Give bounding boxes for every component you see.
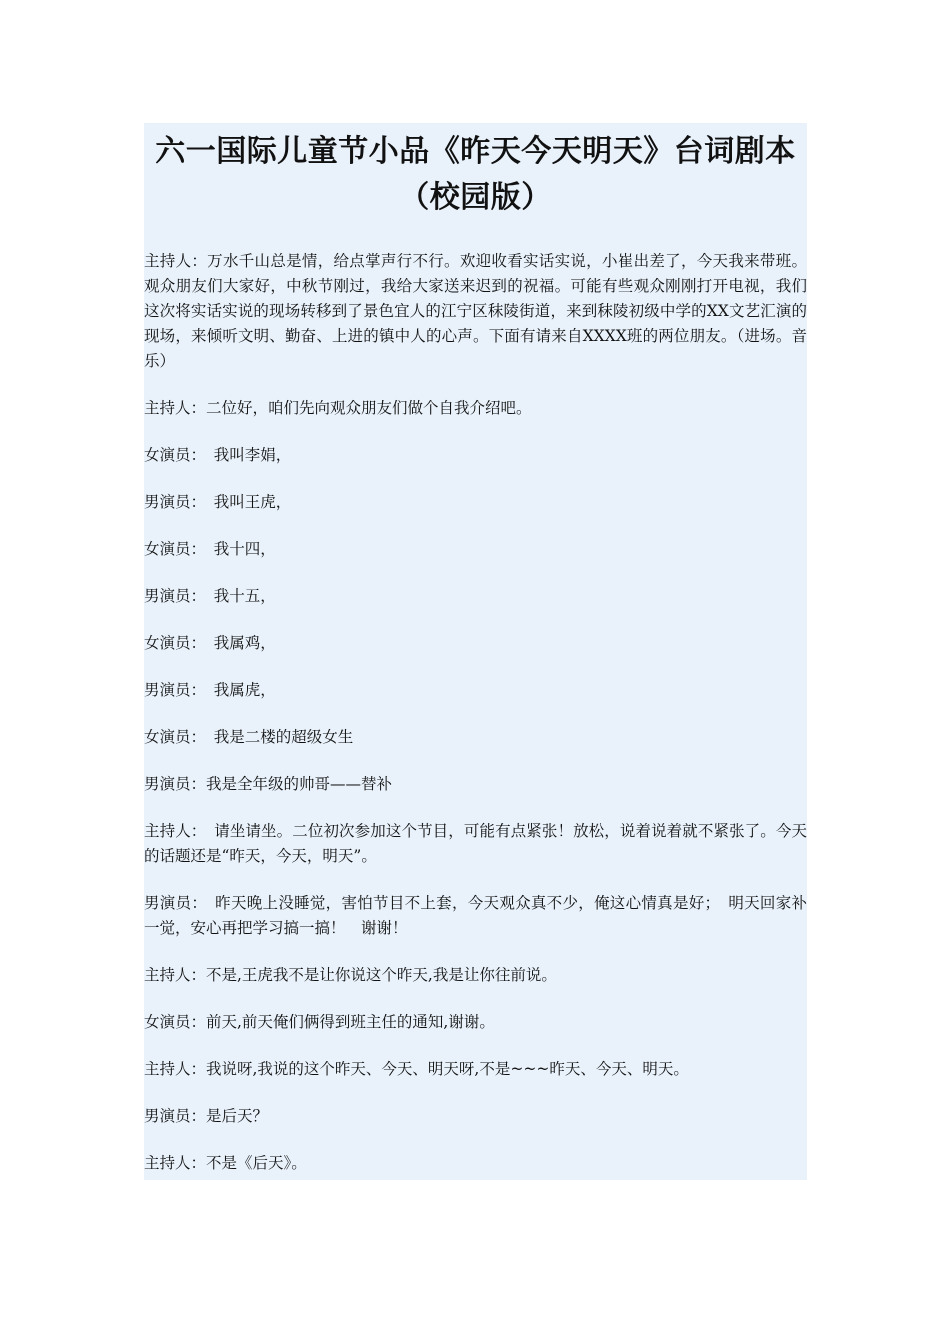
paragraph: 男演员：是后天？ [144,1107,269,1125]
paragraph: 主持人：不是《后天》。 [144,1154,307,1172]
paragraph: 女演员： 我是二楼的超级女生 [144,728,354,746]
paragraph: 男演员： 我十五， [144,587,276,605]
paragraph: 男演员： 昨天晚上没睡觉，害怕节目不上套，今天观众真不少，俺这心情真是好； 明天回家补一觉，安心再把学习搞一搞！ 谢谢！ [144,894,807,937]
paragraph: 男演员： 我属虎， [144,681,276,699]
paragraph: 主持人：二位好，咱们先向观众朋友们做个自我介绍吧。 [144,399,532,417]
paragraph: 女演员：前天,前天俺们俩得到班主任的通知,谢谢。 [144,1013,495,1031]
paragraph: 主持人：不是,王虎我不是让你说这个昨天,我是让你往前说。 [144,966,557,984]
paragraph: 女演员： 我十四， [144,540,276,558]
paragraph: 主持人：我说呀,我说的这个昨天、今天、明天呀,不是~~~昨天、今天、明天。 [144,1060,689,1078]
paragraph: 男演员： 我叫王虎， [144,493,292,511]
paragraph: 女演员： 我叫李娟， [144,446,292,464]
document-title: 六一国际儿童节小品《昨天今天明天》台词剧本（校园版） [155,134,796,215]
paragraph: 主持人：万水千山总是情，给点掌声行不行。欢迎收看实话实说，小崔出差了，今天我来带班。观众朋友们大家好，中秋节刚过，我给大家送来迟到的祝福。可能有些观众刚刚打开电视，我们这次将实话实说的现场转移到了景色宜人的江宁区秣陵街道，来到秣陵初级中学的XX文艺汇演的现场，来倾听文明、勤奋、上进的镇中人的心声。下面有请来自XXXX班的两位朋友。（进场。音乐） [144,252,807,370]
paragraph: 主持人： 请坐请坐。二位初次参加这个节目，可能有点紧张！放松，说着说着就不紧张了。今天的话题还是“昨天，今天，明天”。 [144,822,807,865]
document-body [144,123,807,1180]
paragraph: 男演员：我是全年级的帅哥——替补 [144,775,393,793]
paragraph: 女演员： 我属鸡， [144,634,276,652]
